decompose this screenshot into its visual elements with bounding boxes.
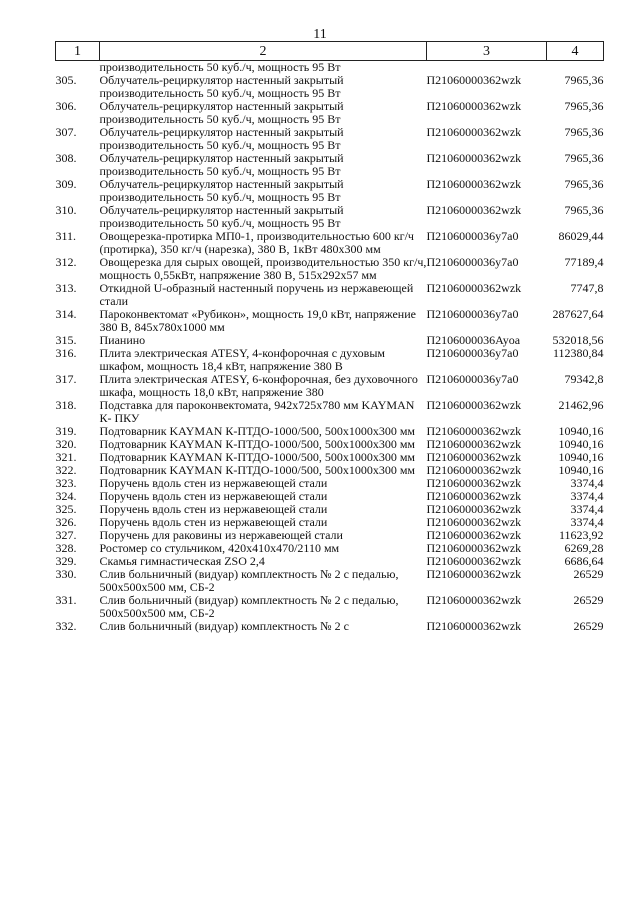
row-name: Ростомер со стульчиком, 420х410х470/2110 мм (99, 541, 340, 555)
row-code: П2106000036у7а0 (426, 346, 519, 360)
row-price: 6269,28 (564, 541, 604, 555)
row-number: 318. (55, 398, 77, 412)
row-name: Поручень вдоль стен из нержавеющей стали (99, 502, 328, 516)
column-header-1: 1 (56, 42, 100, 61)
row-name: Поручень вдоль стен из нержавеющей стали (99, 489, 328, 503)
row-number: 313. (55, 281, 77, 295)
table-row (56, 178, 604, 204)
row-number: 331. (55, 593, 77, 607)
row-name: Плита электрическая ATESY, 4-конфорочная с духовым шкафом, мощность 18,4 кВт, напряжение 380 В (99, 346, 385, 373)
table-row (56, 152, 604, 178)
row-code: П2106000036у7а0 (426, 255, 519, 269)
row-number: 325. (55, 502, 77, 516)
table-row (56, 100, 604, 126)
row-price: 112380,84 (552, 346, 604, 360)
row-name: Облучатель-рециркулятор настенный закрытый производительность 50 куб./ч, мощность 95 Вт (99, 73, 344, 100)
row-code: П21060000362wzk (426, 502, 522, 516)
row-price: 7965,36 (564, 203, 604, 217)
row-name: Подтоварник KAYMAN К-ПТДО-1000/500, 500х1000х300 мм (99, 437, 416, 451)
row-code: П21060000362wzk (426, 99, 522, 113)
row-price: 10940,16 (558, 450, 604, 464)
row-price: 7747,8 (570, 281, 604, 295)
table-row (56, 256, 604, 282)
continuation-row (56, 61, 604, 75)
table-header-row (56, 42, 604, 61)
row-price: 79342,8 (564, 372, 604, 386)
table-row (56, 620, 604, 633)
row-price: 7965,36 (564, 151, 604, 165)
row-price: 532018,56 (552, 333, 604, 347)
row-number: 312. (55, 255, 77, 269)
row-price: 7965,36 (564, 99, 604, 113)
table-row (56, 568, 604, 594)
row-code: П21060000362wzk (426, 125, 522, 139)
row-number: 323. (55, 476, 77, 490)
row-number: 328. (55, 541, 77, 555)
row-code: П21060000362wzk (426, 489, 522, 503)
row-name: Поручень для раковины из нержавеющей стали (99, 528, 343, 542)
row-price: 7965,36 (564, 73, 604, 87)
row-number: 316. (55, 346, 77, 360)
row-number: 308. (55, 151, 77, 165)
row-price: 26529 (573, 593, 604, 607)
row-code: П21060000362wzk (426, 73, 522, 87)
row-code: П21060000362wzk (426, 528, 522, 542)
table-row (56, 347, 604, 373)
table-row (56, 308, 604, 334)
row-code: П21060000362wzk (426, 619, 522, 633)
row-code: П21060000362wzk (426, 593, 522, 607)
row-number: 305. (55, 73, 77, 87)
row-name: Подтоварник KAYMAN К-ПТДО-1000/500, 500х1000х300 мм (99, 450, 416, 464)
row-name: Плита электрическая ATESY, 6-конфорочная, без духовочного шкафа, мощность 18,0 кВт, напряжение 380 (99, 372, 418, 399)
row-code: П21060000362wzk (426, 151, 522, 165)
row-number: 309. (55, 177, 77, 191)
row-price: 86029,44 (558, 229, 604, 243)
row-price: 7965,36 (564, 125, 604, 139)
row-name: Облучатель-рециркулятор настенный закрытый производительность 50 куб./ч, мощность 95 Вт (99, 203, 344, 230)
row-name: Подтоварник KAYMAN К-ПТДО-1000/500, 500х1000х300 мм (99, 424, 416, 438)
row-number: 320. (55, 437, 77, 451)
row-code: П21060000362wzk (426, 554, 522, 568)
row-name: Пароконвектомат «Рубикон», мощность 19,0 кВт, напряжение 380 В, 845х780х1000 мм (99, 307, 416, 334)
row-number: 317. (55, 372, 77, 386)
row-code: П21060000362wzk (426, 541, 522, 555)
table-row (56, 204, 604, 230)
table-row (56, 594, 604, 620)
row-number: 306. (55, 99, 77, 113)
row-code: П21060000362wzk (426, 450, 522, 464)
column-header-3: 3 (427, 42, 547, 61)
inventory-table (55, 41, 604, 633)
row-price: 10940,16 (558, 424, 604, 438)
row-code: П21060000362wzk (426, 177, 522, 191)
row-code: П21060000362wzk (426, 567, 522, 581)
row-number: 327. (55, 528, 77, 542)
table-row (56, 230, 604, 256)
table-row (56, 399, 604, 425)
table-row (56, 373, 604, 399)
row-code: П2106000036у7а0 (426, 229, 519, 243)
row-name: Овощерезка для сырых овощей, производительностью 350 кг/ч, мощность 0,55кВт, напряжение 380 В, 515х292х57 мм (99, 255, 427, 282)
row-number: 319. (55, 424, 77, 438)
row-number: 326. (55, 515, 77, 529)
row-code: П2106000036Ayoa (426, 333, 521, 347)
row-name: Поручень вдоль стен из нержавеющей стали (99, 515, 328, 529)
row-name: Подставка для пароконвектомата, 942х725х780 мм KAYMAN К- ПКУ (99, 398, 415, 425)
row-code: П21060000362wzk (426, 281, 522, 295)
row-price: 3374,4 (570, 515, 604, 529)
row-price: 26529 (573, 567, 604, 581)
row-number: 307. (55, 125, 77, 139)
row-code: П21060000362wzk (426, 203, 522, 217)
row-number: 322. (55, 463, 77, 477)
table-row (56, 74, 604, 100)
row-number: 311. (55, 229, 77, 243)
row-name: Слив больничный (видуар) комплектность № 2 с педалью, 500х500х500 мм, СБ-2 (99, 567, 399, 594)
row-name: Подтоварник KAYMAN К-ПТДО-1000/500, 500х1000х300 мм (99, 463, 416, 477)
page-number: 11 (313, 27, 327, 42)
row-code: П21060000362wzk (426, 476, 522, 490)
row-price: 3374,4 (570, 476, 604, 490)
row-code: П21060000362wzk (426, 437, 522, 451)
row-number: 315. (55, 333, 77, 347)
row-number: 310. (55, 203, 77, 217)
row-code: П2106000036у7а0 (426, 307, 519, 321)
row-price: 10940,16 (558, 463, 604, 477)
row-price: 11623,92 (558, 528, 604, 542)
row-name: Облучатель-рециркулятор настенный закрытый производительность 50 куб./ч, мощность 95 Вт (99, 99, 344, 126)
row-number: 330. (55, 567, 77, 581)
row-price: 3374,4 (570, 489, 604, 503)
continuation-text: производительность 50 куб./ч, мощность 95 Вт (99, 60, 341, 74)
row-price: 26529 (573, 619, 604, 633)
row-price: 77189,4 (564, 255, 604, 269)
row-name: Облучатель-рециркулятор настенный закрытый производительность 50 куб./ч, мощность 95 Вт (99, 151, 344, 178)
row-name: Пианино (99, 333, 146, 347)
row-name: Поручень вдоль стен из нержавеющей стали (99, 476, 328, 490)
row-code: П2106000036у7а0 (426, 372, 519, 386)
row-code: П21060000362wzk (426, 463, 522, 477)
row-name: Слив больничный (видуар) комплектность № 2 с (99, 619, 349, 633)
table-row (56, 126, 604, 152)
row-code: П21060000362wzk (426, 515, 522, 529)
row-name: Овощерезка-протирка МП0-1, производительностью 600 кг/ч (протирка), 350 кг/ч (нарезка), 380 В, 1кВт 480х300 мм (99, 229, 414, 256)
row-price: 3374,4 (570, 502, 604, 516)
row-price: 21462,96 (558, 398, 604, 412)
row-price: 7965,36 (564, 177, 604, 191)
row-number: 332. (55, 619, 77, 633)
row-number: 321. (55, 450, 77, 464)
row-price: 287627,64 (552, 307, 604, 321)
row-price: 6686,64 (564, 554, 604, 568)
column-header-2: 2 (100, 42, 427, 61)
row-name: Облучатель-рециркулятор настенный закрытый производительность 50 куб./ч, мощность 95 Вт (99, 125, 344, 152)
row-name: Скамья гимнастическая ZSO 2,4 (99, 554, 265, 568)
row-number: 314. (55, 307, 77, 321)
row-number: 324. (55, 489, 77, 503)
table-body (56, 61, 604, 634)
row-name: Слив больничный (видуар) комплектность № 2 с педалью, 500х500х500 мм, СБ-2 (99, 593, 399, 620)
row-price: 10940,16 (558, 437, 604, 451)
row-code: П21060000362wzk (426, 424, 522, 438)
column-header-4: 4 (547, 42, 604, 61)
row-name: Облучатель-рециркулятор настенный закрытый производительность 50 куб./ч, мощность 95 Вт (99, 177, 344, 204)
table-row (56, 282, 604, 308)
row-number: 329. (55, 554, 77, 568)
row-name: Откидной U-образный настенный поручень из нержавеющей стали (99, 281, 414, 308)
row-code: П21060000362wzk (426, 398, 522, 412)
